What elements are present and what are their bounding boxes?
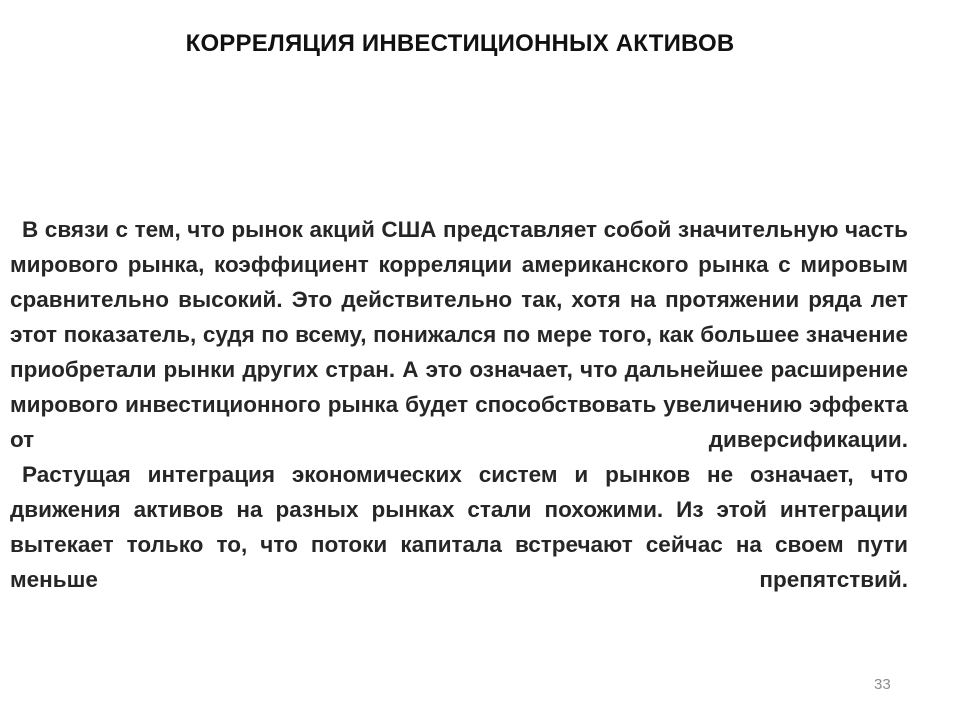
slide-body [10,212,908,597]
paragraph-2: Растущая интеграция экономических систем и рынков не означает, что движения активов на разных рынках стали похожими. Из этой интеграции вытекает только то, что потоки капитала встречают сейчас на своем пути меньше препятствий. [10,462,908,592]
paragraph-1: В связи с тем, что рынок акций США представляет собой значительную часть мирового рынка, коэффициент корреляции американского рынка с мировым сравнительно высокий. Это действительно так, хотя на протяжении ряда лет этот показатель, судя по всему, понижался по мере того, как большее значение приобретали рынки других стран. А это означает, что дальнейшее расширение мирового инвестиционного рынка будет способствовать увеличению эффекта от диверсификации. [10,217,908,452]
slide-title: КОРРЕЛЯЦИЯ ИНВЕСТИЦИОННЫХ АКТИВОВ [185,30,735,57]
page-number: 33 [874,676,891,693]
